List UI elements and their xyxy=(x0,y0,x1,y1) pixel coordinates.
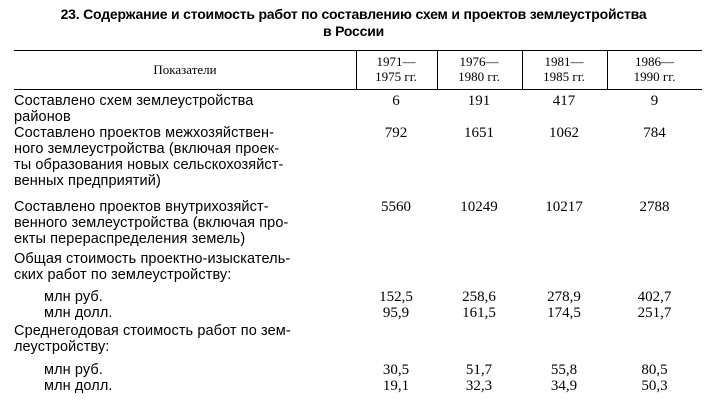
table-cell: 161,5 xyxy=(462,305,496,321)
table-cell: 191 xyxy=(467,93,491,109)
table-cell: 174,5 xyxy=(547,305,581,321)
header-top-rule xyxy=(14,50,702,51)
row-label: екты перераспределения земель) xyxy=(14,231,246,247)
row-label: леустройству: xyxy=(14,339,110,355)
header-period-4-end: 1990 гг. xyxy=(633,69,676,84)
row-label: ты образования новых сельскохозяйст- xyxy=(14,157,284,173)
row-label: ских работ по землеустройству: xyxy=(14,267,232,283)
table-cell: 1062 xyxy=(549,125,579,141)
table-cell: 80,5 xyxy=(641,362,668,378)
table-cell: 792 xyxy=(384,125,408,141)
row-sublabel: млн долл. xyxy=(44,305,113,321)
table-cell: 10249 xyxy=(460,199,498,215)
table-cell: 402,7 xyxy=(637,289,672,305)
table-title: 23. Содержание и стоимость работ по составлению схем и проектов землеустройства xyxy=(60,6,647,22)
table-cell: 10217 xyxy=(545,199,583,215)
table-cell: 9 xyxy=(650,93,659,109)
row-label: Среднегодовая стоимость работ по зем- xyxy=(14,323,291,339)
table-cell: 1651 xyxy=(464,125,494,141)
row-label: районов xyxy=(14,109,71,125)
table-cell: 19,1 xyxy=(382,378,410,394)
header-indicator: Показатели xyxy=(153,62,217,77)
table-title-continuation: в России xyxy=(322,23,385,39)
table-cell: 278,9 xyxy=(547,289,581,305)
table-cell: 417 xyxy=(552,93,576,109)
table-cell: 95,9 xyxy=(382,305,410,321)
header-period-3-end: 1985 гг. xyxy=(543,69,585,84)
table-cell: 258,6 xyxy=(462,289,496,305)
header-period-2-start: 1976— xyxy=(459,54,499,69)
row-label: Составлено проектов внутрихозяйст- xyxy=(14,199,269,215)
row-label: Общая стоимость проектно-изыскатель- xyxy=(14,251,291,267)
header-period-4-start: 1986— xyxy=(635,54,674,69)
row-sublabel: млн руб. xyxy=(44,362,103,378)
header-period-2-end: 1980 гг. xyxy=(458,69,500,84)
table-cell: 5560 xyxy=(381,199,411,215)
table-cell: 34,9 xyxy=(550,378,578,394)
table-cell: 55,8 xyxy=(550,362,578,378)
table-cell: 30,5 xyxy=(382,362,410,378)
row-label: Составлено схем землеустройства xyxy=(14,93,254,109)
header-period-3-start: 1981— xyxy=(544,54,584,69)
table-cell: 50,3 xyxy=(641,378,668,394)
row-label: венных предприятий) xyxy=(14,173,161,189)
table-cell: 784 xyxy=(643,125,666,141)
row-label: венного землеустройства (включая про- xyxy=(14,215,289,231)
header-bottom-rule xyxy=(14,89,702,90)
table-cell: 251,7 xyxy=(637,305,672,321)
row-label: ного землеустройства (включая проек- xyxy=(14,141,280,157)
table-cell: 152,5 xyxy=(379,289,413,305)
header-period-1-end: 1975 гг. xyxy=(375,69,417,84)
row-sublabel: млн руб. xyxy=(44,289,103,305)
table-cell: 51,7 xyxy=(465,362,493,378)
row-sublabel: млн долл. xyxy=(44,378,113,394)
table-cell: 2788 xyxy=(639,199,670,215)
row-label: Составлено проектов межхозяйствен- xyxy=(14,125,275,141)
table-cell: 32,3 xyxy=(465,378,493,394)
table-cell: 6 xyxy=(392,93,400,109)
header-period-1-start: 1971— xyxy=(376,54,416,69)
